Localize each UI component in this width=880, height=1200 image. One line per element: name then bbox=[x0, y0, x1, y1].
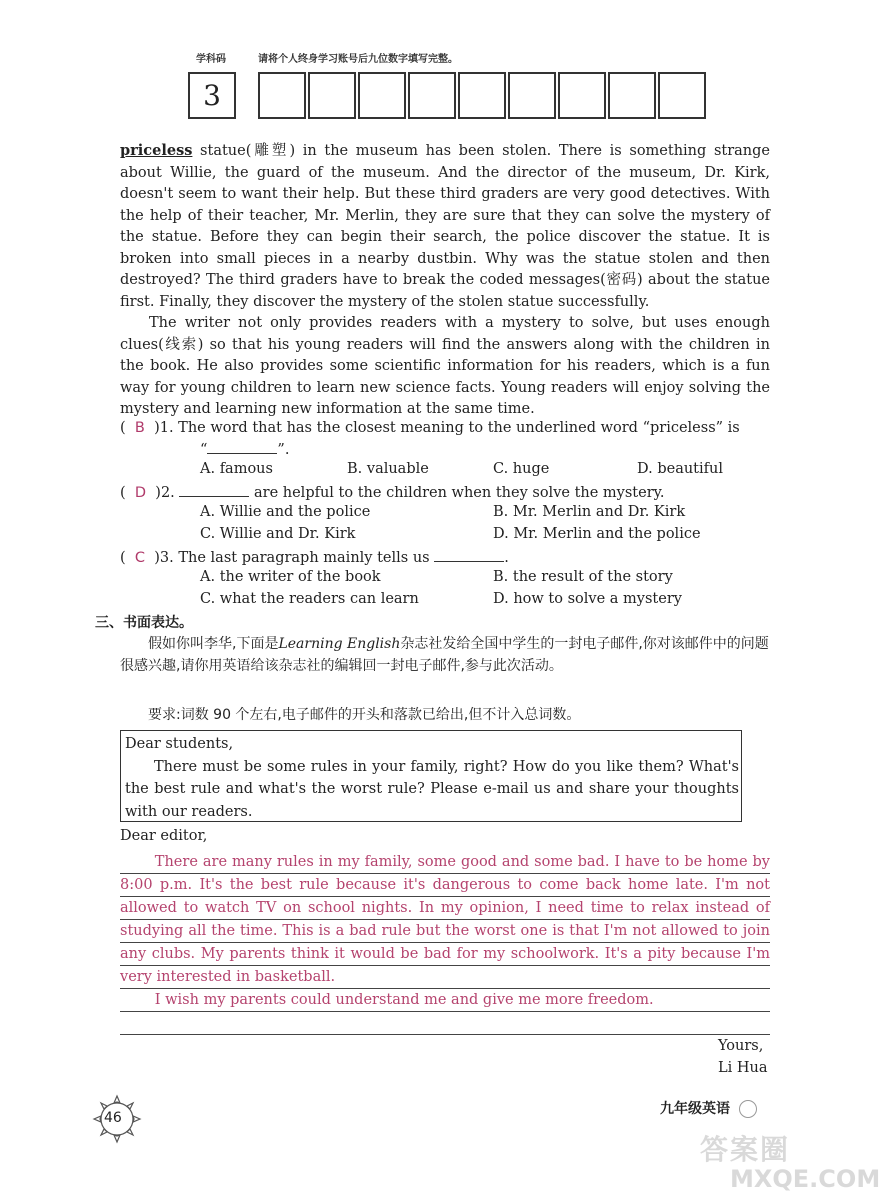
account-digit-box[interactable] bbox=[558, 72, 606, 119]
reply-greeting: Dear editor, bbox=[120, 828, 208, 844]
option-c: C. huge bbox=[493, 461, 550, 477]
option-b: B. Mr. Merlin and Dr. Kirk bbox=[493, 504, 686, 520]
option-d: D. beautiful bbox=[637, 461, 723, 477]
answer-blank bbox=[434, 547, 504, 562]
option-b: B. valuable bbox=[347, 461, 429, 477]
decor-circle-icon bbox=[739, 1100, 757, 1118]
code-box-row bbox=[188, 72, 708, 117]
question-stem: are helpful to the children when they solve the mystery. bbox=[249, 485, 665, 501]
option-b: B. the result of the story bbox=[493, 569, 673, 585]
account-digit-box[interactable] bbox=[658, 72, 706, 119]
option-c: C. Willie and Dr. Kirk bbox=[200, 526, 356, 542]
passage-paragraph-2: The writer not only provides readers with a mystery to solve, but uses enough clues(线索) so that his young readers will find the answers along with the children in the book. He also provides some scientific information for his readers, which is a fun way for young children to learn new science facts. Young readers will enjoy solving the mystery and learning new information at the same time. bbox=[120, 315, 770, 417]
magazine-name: Learning English bbox=[278, 636, 401, 652]
writing-prompt: 假如你叫李华,下面是Learning English杂志社发给全国中学生的一封电子邮件,你对该邮件中的问题很感兴趣,请你用英语给该杂志社的编辑回一封电子邮件,参与此次活动。 bbox=[120, 636, 769, 674]
watermark: 答案圈 bbox=[700, 1133, 791, 1166]
option-a: A. the writer of the book bbox=[200, 569, 381, 585]
answer-mark: C bbox=[134, 550, 146, 566]
account-digit-box[interactable] bbox=[358, 72, 406, 119]
option-d: D. Mr. Merlin and the police bbox=[493, 526, 701, 542]
email-greeting: Dear students, bbox=[125, 736, 234, 752]
reply-paragraph-2: I wish my parents could understand me and give me more freedom. bbox=[154, 992, 654, 1008]
writing-requirement: 要求:词数 90 个左右,电子邮件的开头和落款已给出,但不计入总词数。 bbox=[148, 707, 581, 723]
passage-paragraph-1: statue(雕塑) in the museum has been stolen. There is something strange about Willie, the guard of the museum. And the director of the museum, Dr. Kirk, doesn't seem to want their help. But these third graders are very good detectives. With the help of their teacher, Mr. Merlin, they are sure that they can solve the mystery of the statue. Before they can begin their search, the police discover the statue. It is broken into small pieces in a nearby dustbin. Why was the statue stolen and then destroyed? The third graders have to break the coded messages(密码) about the statue first. Finally, they discover the mystery of the stolen statue successfully. bbox=[120, 143, 770, 310]
account-digit-box[interactable] bbox=[258, 72, 306, 119]
watermark-url: MXQE.COM bbox=[730, 1165, 880, 1193]
closing: Yours, bbox=[718, 1038, 764, 1054]
book-title: 九年级英语 bbox=[660, 1098, 757, 1118]
question-stem: )3. The last paragraph mainly tells us bbox=[154, 550, 430, 566]
answer-mark: D bbox=[134, 485, 147, 501]
underlined-word: priceless bbox=[120, 142, 193, 159]
writing-line bbox=[120, 1011, 770, 1035]
account-digit-box[interactable] bbox=[308, 72, 356, 119]
handwritten-reply bbox=[120, 851, 770, 1012]
account-digit-box[interactable] bbox=[508, 72, 556, 119]
subject-code-label: 学科码 bbox=[196, 54, 226, 65]
option-a: A. famous bbox=[200, 461, 273, 477]
reply-paragraph-1: There are many rules in my family, some good and some bad. I have to be home by 8:00 p.m. It's the best rule because it's dangerous to come back home late. I'm not allowed to watch TV on school nights. In my opinion, I need time to relax instead of studying all the time. This is a bad rule but the worst one is that I'm not allowed to join any clubs. My parents think it would be bad for my schoolwork. It's a pity because I'm very interested in basketball. bbox=[120, 854, 770, 985]
answer-blank bbox=[179, 482, 249, 497]
reading-passage bbox=[120, 140, 770, 421]
section-title: 三、书面表达。 bbox=[95, 615, 193, 631]
option-d: D. how to solve a mystery bbox=[493, 591, 682, 607]
option-c: C. what the readers can learn bbox=[200, 591, 419, 607]
page-number-badge bbox=[88, 1090, 146, 1148]
email-body: There must be some rules in your family, right? How do you like them? What's the best rule and what's the worst rule? Please e-mail us and share your thoughts with our readers. bbox=[125, 758, 739, 820]
email-box bbox=[120, 730, 742, 822]
option-a: A. Willie and the police bbox=[200, 504, 371, 520]
account-digit-box[interactable] bbox=[408, 72, 456, 119]
subject-code-box: 3 bbox=[188, 72, 236, 119]
page-number: 46 bbox=[104, 1110, 122, 1126]
question-1: ( B )1. The word that has the closest meaning to the underlined word “priceless” is bbox=[120, 420, 740, 436]
signature: Li Hua bbox=[718, 1060, 768, 1076]
question-1-blank-line: “ ”. bbox=[200, 439, 850, 460]
answer-mark: B bbox=[134, 420, 145, 436]
question-stem: )1. The word that has the closest meaning to the underlined word “priceless” is bbox=[154, 420, 740, 436]
account-digit-box[interactable] bbox=[608, 72, 656, 119]
question-3: ( C )3. The last paragraph mainly tells us . bbox=[120, 547, 770, 568]
account-digit-box[interactable] bbox=[458, 72, 506, 119]
question-2: ( D )2. are helpful to the children when they solve the mystery. bbox=[120, 482, 770, 503]
answer-blank bbox=[207, 439, 277, 454]
account-instruction: 请将个人终身学习账号后九位数字填写完整。 bbox=[258, 54, 458, 65]
